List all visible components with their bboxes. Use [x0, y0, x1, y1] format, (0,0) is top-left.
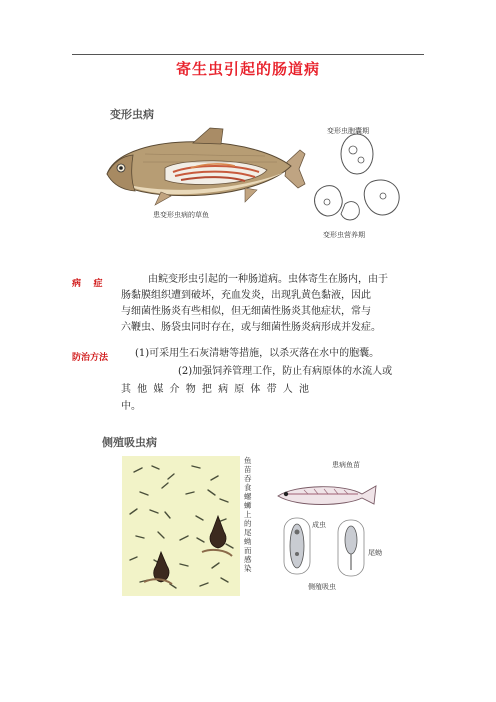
- prevention-line-3: 其 他 媒 介 物 把 病 原 体 带 人 池: [121, 384, 311, 395]
- symptom-line: 六鞭虫、肠袋虫同时存在，或与细菌性肠炎病形成并发症。: [121, 322, 381, 333]
- prevention-line-1: (1)可采用生石灰清塘等措施，以杀灭落在水中的胞囊。: [135, 348, 380, 359]
- prevention-line-4: 中。: [121, 401, 141, 412]
- prevention-line-2: (2)加强饲养管理工作，防止有病原体的水流人或: [178, 366, 393, 377]
- symptom-text: [148, 272, 388, 288]
- symptom-line: 由鲩变形虫引起的一种肠道病。虫体寄生在肠内，由于: [148, 274, 388, 285]
- figure-amoeba: [95, 92, 415, 250]
- label-fry: 患病鱼苗: [332, 461, 360, 469]
- label-adult: 成虫: [312, 521, 326, 529]
- label-cercaria: 尾蚴: [368, 549, 382, 557]
- label-species: 侧殖吸虫: [308, 583, 336, 591]
- grass-carp-illustration: [95, 92, 415, 250]
- vertical-caption: 鱼苗吞食螺蛳上的尾蚴而感染: [244, 456, 252, 573]
- label-cyst: 变形虫胞囊期: [327, 127, 369, 135]
- symptom-text-cont: [121, 288, 381, 336]
- header-rule: [72, 54, 424, 55]
- figure2-heading: 侧殖吸虫病: [102, 436, 157, 449]
- label-fish: 患变形虫病的草鱼: [153, 211, 209, 219]
- figure-fluke: [100, 432, 400, 602]
- label-prevention: 防治方法: [72, 353, 109, 363]
- figure-heading: 变形虫病: [110, 108, 154, 121]
- page-title: 寄生虫引起的肠道病: [175, 60, 320, 78]
- label-symptom: 病 症: [72, 279, 103, 289]
- symptom-line: 与细菌性肠炎有些相似，但无细菌性肠炎其他症状，常与: [121, 306, 371, 317]
- symptom-line: 肠黏膜组织遭到破坏，充血发炎，出现乳黄色黏液，因此: [121, 290, 371, 301]
- label-trophozoite: 变形虫营养期: [323, 231, 365, 239]
